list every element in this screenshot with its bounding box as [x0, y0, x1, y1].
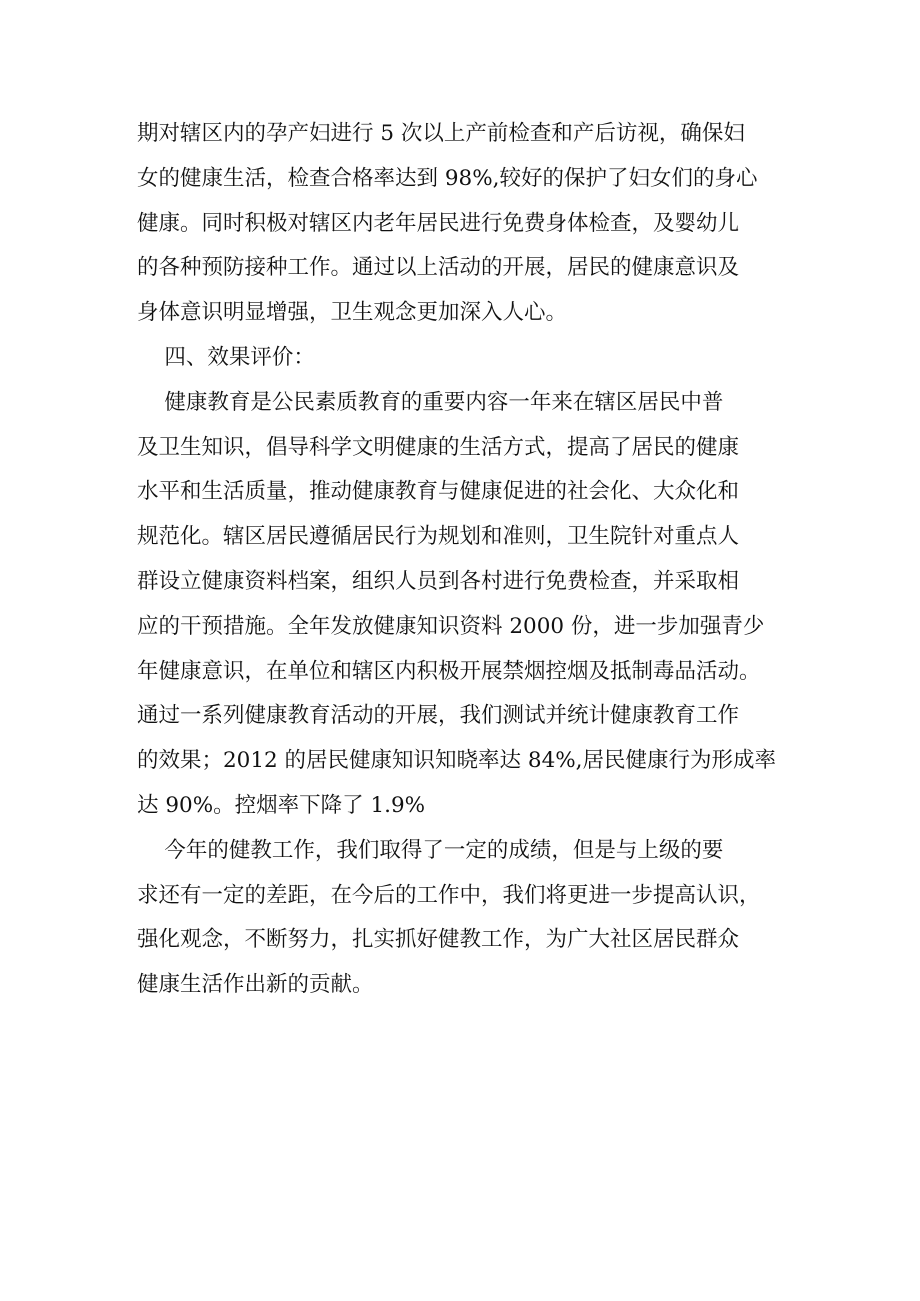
text-line: 今年的健教工作，我们取得了一定的成绩，但是与上级的要	[137, 837, 724, 863]
text-line: 求还有一定的差距，在今后的工作中，我们将更进一步提高认识，	[137, 882, 761, 908]
text-line: 及卫生知识，倡导科学文明健康的生活方式，提高了居民的健康	[137, 434, 740, 460]
text-line: 健康。同时积极对辖区内老年居民进行免费身体检查，及婴幼儿	[137, 210, 740, 236]
document-body	[137, 112, 797, 1008]
text-line: 通过一系列健康教育活动的开展，我们测试并统计健康教育工作	[137, 703, 740, 729]
text-line: 健康生活作出新的贡献。	[137, 972, 374, 998]
text-line: 期对辖区内的孕产妇进行 5 次以上产前检查和产后访视，确保妇	[137, 121, 745, 146]
text-line: 健康教育是公民素质教育的重要内容一年来在辖区居民中普	[137, 389, 724, 415]
text-line: 水平和生活质量，推动健康教育与健康促进的社会化、大众化和	[137, 479, 740, 505]
text-line: 年健康意识，在单位和辖区内积极开展禁烟控烟及抵制毒品活动。	[137, 658, 761, 684]
text-line: 强化观念，不断努力，扎实抓好健教工作，为广大社区居民群众	[137, 927, 740, 953]
text-line: 的各种预防接种工作。通过以上活动的开展，居民的健康意识及	[137, 255, 740, 281]
text-line: 规范化。辖区居民遵循居民行为规划和准则，卫生院针对重点人	[137, 524, 740, 550]
text-line: 群设立健康资料档案，组织人员到各村进行免费检查，并采取相	[137, 568, 740, 594]
text-line: 身体意识明显增强，卫生观念更加深入人心。	[137, 300, 568, 326]
text-line: 达 90%。控烟率下降了 1.9%	[137, 792, 426, 818]
text-line: 的效果；2012 的居民健康知识知晓率达 84%,居民健康行为形成率	[137, 748, 777, 774]
section-heading: 四、效果评价：	[137, 344, 315, 370]
text-line: 应的干预措施。全年发放健康知识资料 2000 份，进一步加强青少	[137, 613, 765, 639]
text-line: 女的健康生活，检查合格率达到 98%,较好的保护了妇女们的身心	[137, 165, 758, 191]
